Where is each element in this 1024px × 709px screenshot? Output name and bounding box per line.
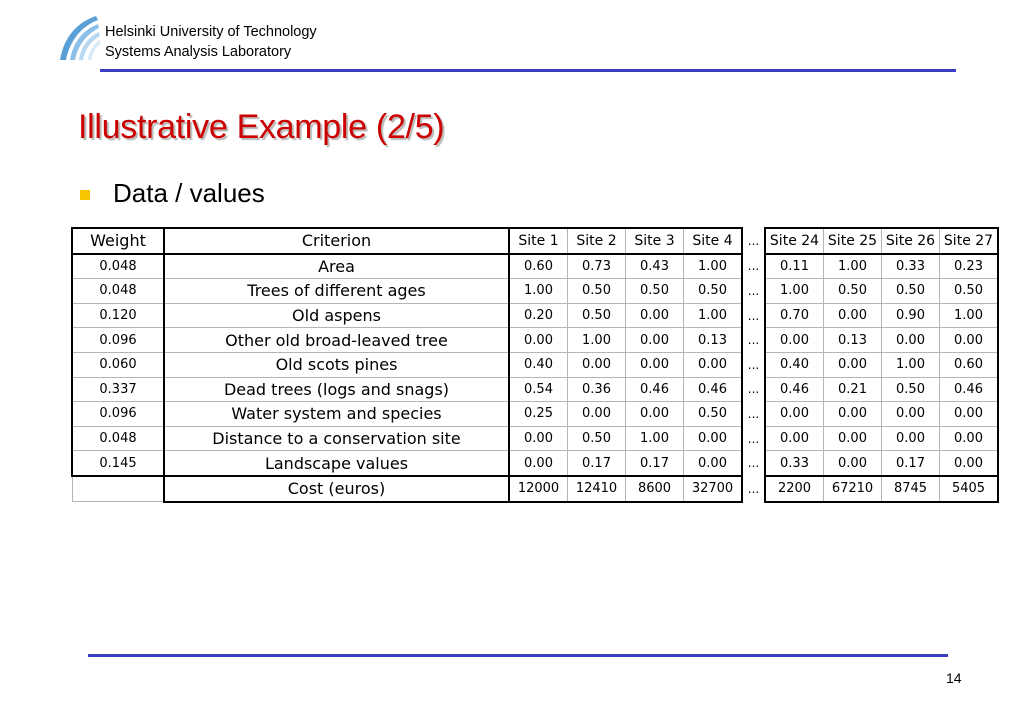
criterion-cell: Dead trees (logs and snags) [164, 377, 509, 402]
value-cell: 0.50 [940, 279, 999, 304]
value-cell: 0.21 [824, 377, 882, 402]
value-cell: 0.13 [684, 328, 743, 353]
value-cell: 0.60 [940, 352, 999, 377]
ellipsis-cell: ... [742, 377, 765, 402]
weight-cell: 0.096 [72, 402, 164, 427]
slide-title: Illustrative Example (2/5) [78, 108, 445, 146]
ellipsis-cell: ... [742, 426, 765, 451]
value-cell: 0.17 [882, 451, 940, 476]
value-cell: 1.00 [940, 303, 999, 328]
value-cell: 0.70 [765, 303, 824, 328]
cost-cell: 8745 [882, 476, 940, 502]
cost-label: Cost (euros) [164, 476, 509, 502]
value-cell: 0.50 [568, 303, 626, 328]
table-row [72, 402, 998, 427]
value-cell: 0.17 [568, 451, 626, 476]
institution-name [105, 22, 317, 62]
value-cell: 0.00 [626, 402, 684, 427]
header-ellipsis: ... [742, 228, 765, 254]
page-number: 14 [946, 670, 962, 686]
criterion-cell: Area [164, 254, 509, 279]
value-cell: 0.00 [568, 352, 626, 377]
footer-divider [88, 654, 948, 657]
cost-cell: 32700 [684, 476, 743, 502]
table-row [72, 303, 998, 328]
value-cell: 0.00 [882, 328, 940, 353]
value-cell: 0.17 [626, 451, 684, 476]
value-cell: 1.00 [684, 303, 743, 328]
cost-cell: 8600 [626, 476, 684, 502]
cost-cell: 5405 [940, 476, 999, 502]
value-cell: 0.23 [940, 254, 999, 279]
value-cell: 0.00 [509, 451, 568, 476]
value-cell: 0.50 [882, 377, 940, 402]
value-cell: 1.00 [824, 254, 882, 279]
value-cell: 0.00 [882, 426, 940, 451]
ellipsis-cell: ... [742, 303, 765, 328]
value-cell: 0.00 [824, 426, 882, 451]
value-cell: 0.00 [940, 328, 999, 353]
value-cell: 0.43 [626, 254, 684, 279]
header-site: Site 26 [882, 228, 940, 254]
value-cell: 0.40 [765, 352, 824, 377]
criterion-cell: Water system and species [164, 402, 509, 427]
table-row [72, 279, 998, 304]
header-site: Site 25 [824, 228, 882, 254]
table-row [72, 254, 998, 279]
value-cell: 0.50 [568, 426, 626, 451]
ellipsis-cell: ... [742, 402, 765, 427]
value-cell: 0.00 [684, 426, 743, 451]
value-cell: 0.00 [765, 402, 824, 427]
value-cell: 0.50 [626, 279, 684, 304]
value-cell: 0.00 [509, 426, 568, 451]
ellipsis-cell: ... [742, 352, 765, 377]
cost-row-blank [72, 476, 164, 502]
value-cell: 0.00 [684, 451, 743, 476]
value-cell: 0.46 [684, 377, 743, 402]
value-cell: 0.54 [509, 377, 568, 402]
ellipsis-cell: ... [742, 451, 765, 476]
value-cell: 0.50 [882, 279, 940, 304]
ellipsis-cell: ... [742, 328, 765, 353]
value-cell: 0.90 [882, 303, 940, 328]
weight-cell: 0.048 [72, 279, 164, 304]
value-cell: 0.46 [765, 377, 824, 402]
weight-cell: 0.145 [72, 451, 164, 476]
value-cell: 0.00 [626, 303, 684, 328]
ellipsis-cell: ... [742, 279, 765, 304]
value-cell: 0.00 [509, 328, 568, 353]
cost-cell: 12000 [509, 476, 568, 502]
weight-cell: 0.337 [72, 377, 164, 402]
value-cell: 0.00 [940, 402, 999, 427]
bullet-square-icon [80, 190, 90, 200]
value-cell: 0.20 [509, 303, 568, 328]
cost-cell: 67210 [824, 476, 882, 502]
value-cell: 0.50 [684, 402, 743, 427]
value-cell: 0.36 [568, 377, 626, 402]
value-cell: 0.00 [824, 352, 882, 377]
weight-cell: 0.048 [72, 254, 164, 279]
value-cell: 0.00 [626, 328, 684, 353]
value-cell: 0.33 [765, 451, 824, 476]
value-cell: 1.00 [509, 279, 568, 304]
bullet-text: Data / values [113, 178, 265, 208]
table-row [72, 451, 998, 476]
value-cell: 0.00 [626, 352, 684, 377]
weight-cell: 0.096 [72, 328, 164, 353]
header-criterion: Criterion [164, 228, 509, 254]
table-row [72, 377, 998, 402]
value-cell: 1.00 [882, 352, 940, 377]
value-cell: 0.33 [882, 254, 940, 279]
table-row [72, 352, 998, 377]
value-cell: 0.25 [509, 402, 568, 427]
value-cell: 0.00 [940, 426, 999, 451]
ellipsis-cell: ... [742, 254, 765, 279]
value-cell: 0.00 [568, 402, 626, 427]
value-cell: 0.00 [824, 402, 882, 427]
header-weight: Weight [72, 228, 164, 254]
criterion-cell: Landscape values [164, 451, 509, 476]
header-site: Site 3 [626, 228, 684, 254]
value-cell: 0.00 [824, 303, 882, 328]
cost-cell: 12410 [568, 476, 626, 502]
value-cell: 0.00 [765, 328, 824, 353]
cost-row [72, 476, 998, 502]
value-cell: 0.00 [882, 402, 940, 427]
cost-cell: 2200 [765, 476, 824, 502]
criterion-cell: Other old broad-leaved tree [164, 328, 509, 353]
value-cell: 0.46 [940, 377, 999, 402]
university-logo-icon [56, 14, 100, 64]
value-cell: 0.00 [684, 352, 743, 377]
value-cell: 0.40 [509, 352, 568, 377]
cost-ellipsis: ... [742, 476, 765, 502]
value-cell: 0.73 [568, 254, 626, 279]
table-row [72, 426, 998, 451]
header-divider [100, 69, 956, 72]
value-cell: 0.13 [824, 328, 882, 353]
criterion-cell: Trees of different ages [164, 279, 509, 304]
institution-line-1: Helsinki University of Technology [105, 24, 317, 40]
value-cell: 1.00 [684, 254, 743, 279]
value-cell: 0.60 [509, 254, 568, 279]
table-row [72, 328, 998, 353]
criterion-cell: Old aspens [164, 303, 509, 328]
header-site: Site 2 [568, 228, 626, 254]
value-cell: 0.50 [684, 279, 743, 304]
value-cell: 0.50 [824, 279, 882, 304]
table-header-row [72, 228, 998, 254]
weight-cell: 0.120 [72, 303, 164, 328]
weight-cell: 0.048 [72, 426, 164, 451]
value-cell: 0.46 [626, 377, 684, 402]
value-cell: 0.11 [765, 254, 824, 279]
value-cell: 1.00 [568, 328, 626, 353]
value-cell: 1.00 [765, 279, 824, 304]
criterion-cell: Distance to a conservation site [164, 426, 509, 451]
value-cell: 0.00 [824, 451, 882, 476]
criterion-cell: Old scots pines [164, 352, 509, 377]
institution-line-2: Systems Analysis Laboratory [105, 44, 292, 60]
header-site: Site 1 [509, 228, 568, 254]
header-site: Site 24 [765, 228, 824, 254]
header-site: Site 27 [940, 228, 999, 254]
weight-cell: 0.060 [72, 352, 164, 377]
header-site: Site 4 [684, 228, 743, 254]
data-table [71, 227, 999, 503]
value-cell: 1.00 [626, 426, 684, 451]
value-cell: 0.50 [568, 279, 626, 304]
value-cell: 0.00 [940, 451, 999, 476]
value-cell: 0.00 [765, 426, 824, 451]
